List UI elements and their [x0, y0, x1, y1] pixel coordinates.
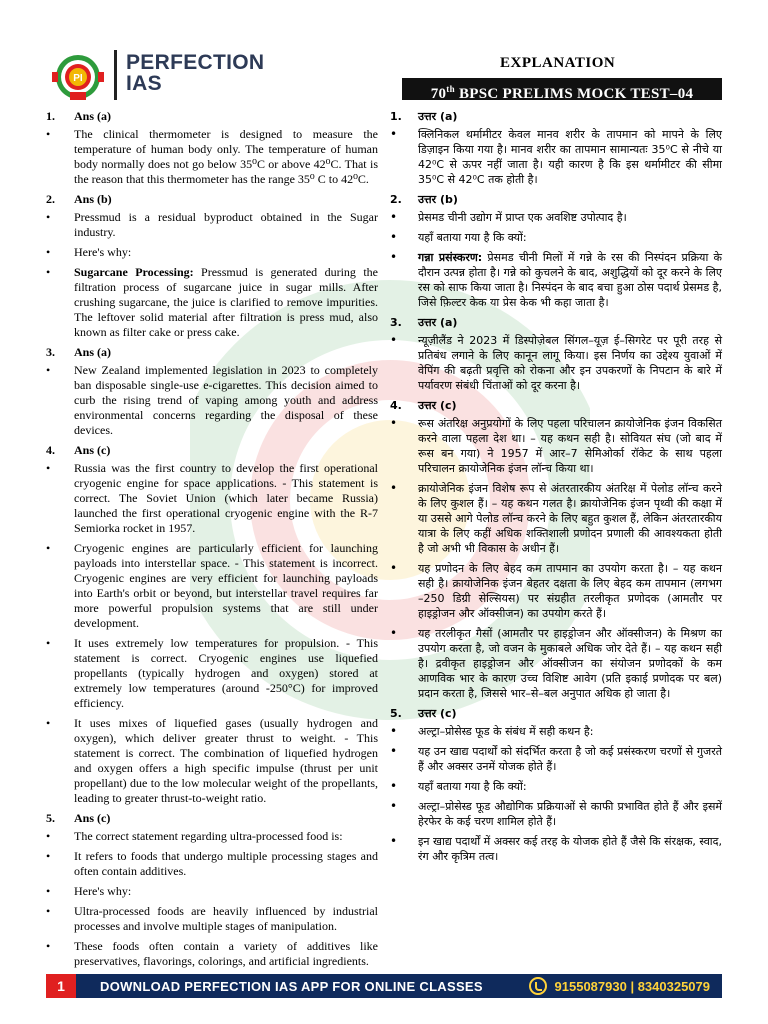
- term-description: Pressmud is generated during the filtration process of sugarcane juice in sugar mills. After crushing sugarcane, the juice is clarified to remove impurities. The leftover solid material after filtration is press mud, also known as filter cake or press cake.: [74, 265, 378, 339]
- list-item: [390, 333, 722, 393]
- contact-numbers[interactable]: 9155087930 | 8340325079: [554, 978, 710, 994]
- list-item: [390, 127, 722, 187]
- explanation-text: These foods often contain a variety of additives like preservatives, flavorings, colorings, and artificial ingredients.: [74, 939, 378, 968]
- explanation-text: यहाँ बताया गया है कि क्यों:: [418, 231, 527, 244]
- bullet-icon: •: [390, 799, 398, 813]
- answer-3-heading: [46, 345, 378, 360]
- list-item: [390, 744, 722, 774]
- list-item: [390, 481, 722, 556]
- list-item: [390, 799, 722, 829]
- list-item: [46, 461, 378, 536]
- explanation-text: Ultra-processed foods are heavily influenced by industrial processes and involve multiple stages of manipulation.: [74, 904, 378, 933]
- hindi-column: [390, 105, 722, 869]
- bullet-icon: •: [46, 849, 51, 863]
- english-column: [46, 105, 378, 974]
- list-item: [46, 904, 378, 934]
- answer-label: उत्तर (a): [418, 316, 458, 329]
- section-title: EXPLANATION: [500, 55, 616, 71]
- bullet-icon: •: [390, 416, 398, 430]
- list-item: [46, 829, 378, 844]
- list-item: [46, 127, 378, 187]
- answer-number: 4.: [390, 399, 402, 412]
- answer-number: 4.: [46, 443, 55, 457]
- answer-label: Ans (c): [74, 443, 111, 457]
- bullet-icon: •: [390, 834, 398, 848]
- explanation-text: यह उन खाद्य पदार्थों को संदर्भित करता है जो कई प्रसंस्करण चरणों से गुजरते हैं और अक्सर उनमें योजक होते हैं।: [418, 745, 722, 773]
- explanation-text: Pressmud is a residual byproduct obtained in the Sugar industry.: [74, 210, 378, 239]
- answer-1-heading: [390, 109, 722, 124]
- bullet-icon: •: [390, 724, 398, 738]
- explanation-text: Here's why:: [74, 884, 132, 898]
- answer-1-heading: [46, 109, 378, 124]
- answer-label: Ans (a): [74, 345, 112, 359]
- list-item: [390, 779, 722, 794]
- bullet-icon: •: [46, 245, 51, 259]
- bullet-icon: •: [46, 716, 51, 730]
- answer-4-heading: [46, 443, 378, 458]
- answer-number: 1.: [46, 109, 55, 123]
- bullet-icon: •: [46, 541, 51, 555]
- bullet-icon: •: [390, 779, 398, 793]
- explanation-text: The clinical thermometer is designed to measure the temperature of human body only. The temperature of human body normally does not go below 35⁰C or above 42⁰C. That is the reason that this thermometer has the range 35⁰ C to 42⁰C.: [74, 127, 378, 186]
- bullet-icon: •: [46, 904, 51, 918]
- bullet-icon: •: [46, 210, 51, 224]
- bullet-icon: •: [390, 561, 398, 575]
- list-item: [390, 724, 722, 739]
- explanation-text: यह प्रणोदन के लिए बेहद कम तापमान का उपयोग करता है। – यह कथन सही है। क्रायोजेनिक इंजन बेहतर दक्षता के लिए बेहद कम तापमान (लगभग –250 डिग्री सेल्सियस) पर संग्रहीत तरलीकृत प्रणोदक (आमतौर पर हाइड्रोजन और ऑक्सीजन) का उपयोग करते हैं।: [418, 562, 722, 620]
- term-description: प्रेसमड चीनी मिलों में गन्ने के रस की निस्पंदन प्रक्रिया के दौरान उत्पन्न होता है। गन्ने को कुचलने के बाद, अशुद्धियों को दूर करने के लिए रस को साफ किया जाता है। निस्पंदन के बाद बचा हुआ ठोस पदार्थ प्रेसमड है, जिसे फ़िल्टर केक या प्रेस केक भी कहा जाता है।: [418, 251, 722, 309]
- explanation-text: New Zealand implemented legislation in 2023 to completely ban disposable single-use e-cigarettes. This decision aimed to curb the rising trend of vaping among youth and address environmental concerns regarding the disposal of these devices.: [74, 363, 378, 437]
- bullet-icon: •: [390, 626, 398, 640]
- explanation-text: It refers to foods that undergo multiple processing stages and often contain additives.: [74, 849, 378, 878]
- answer-number: 3.: [46, 345, 55, 359]
- list-item: [46, 541, 378, 631]
- explanation-text: Russia was the first country to develop the first operational cryogenic engine for space applications. - This statement is correct. The Soviet Union (which later became Russia) launched the first operational cryogenic engine with the R-7 Semiorka rocket in 1957.: [74, 461, 378, 535]
- answer-5-heading: [390, 706, 722, 721]
- list-item: [46, 265, 378, 340]
- answer-number: 3.: [390, 316, 402, 329]
- answer-label: उत्तर (b): [418, 193, 458, 206]
- list-item: [46, 939, 378, 969]
- bullet-icon: •: [390, 744, 398, 758]
- explanation-text: It uses extremely low temperatures for propulsion. - This statement is correct. Cryogenic engines use liquefied propellants (typically hydrogen and oxygen) stored at extremely low temperatures (around -250°C) for improved efficiency.: [74, 636, 378, 710]
- explanation-text: प्रेसमड चीनी उद्योग में प्राप्त एक अवशिष्ट उपोत्पाद है।: [418, 211, 627, 224]
- explanation-text: Here's why:: [74, 245, 132, 259]
- list-item: [46, 884, 378, 899]
- brand-line-1: PERFECTION: [126, 51, 265, 74]
- list-item: [390, 250, 722, 310]
- mock-ordinal: th: [446, 84, 455, 94]
- bullet-icon: •: [46, 884, 51, 898]
- page-footer: [46, 974, 722, 998]
- list-item: [46, 716, 378, 806]
- bullet-icon: •: [390, 250, 398, 264]
- download-app-link[interactable]: DOWNLOAD PERFECTION IAS APP FOR ONLINE CLASSES: [100, 978, 483, 994]
- explanation-text: क्रायोजेनिक इंजन विशेष रूप से अंतरतारकीय अंतरिक्ष में पेलोड लॉन्च करने के लिए कुशल हैं। – यह कथन गलत है। क्रायोजेनिक इंजन पृथ्वी की कक्षा में या उससे आगे पेलोड लॉन्च करने के लिए बहुत कुशल हैं, लेकिन अंतरतारकीय यात्रा के लिए कहीं अधिक शक्तिशाली प्रणोदन प्रणाली की आवश्यकता होती है जो अभी भी विकास के अधीन हैं।: [418, 482, 722, 555]
- explanation-text: न्यूज़ीलैंड ने 2023 में डिस्पोज़ेबल सिंगल–यूज़ ई–सिगरेट पर पूरी तरह से प्रतिबंध लगाने के लिए कानून लागू किया। इस निर्णय का उद्देश्य युवाओं में वेपिंग की बढ़ती प्रवृत्ति को रोकना और इन उपकरणों के निपटान के बारे में पर्यावरण संबंधी चिंताओं को दूर करना है।: [418, 334, 722, 392]
- answer-label: Ans (c): [74, 811, 111, 825]
- list-item: [390, 210, 722, 225]
- answer-label: उत्तर (c): [418, 399, 457, 412]
- bullet-icon: •: [46, 636, 51, 650]
- explanation-text: The correct statement regarding ultra-processed food is:: [74, 829, 343, 843]
- answer-3-heading: [390, 315, 722, 330]
- term-heading: गन्ना प्रसंस्करण:: [418, 251, 483, 264]
- answer-label: Ans (a): [74, 109, 112, 123]
- brand-line-2: IAS: [126, 72, 162, 95]
- bullet-icon: •: [46, 265, 51, 279]
- brand-divider: [114, 50, 117, 100]
- list-item: [46, 245, 378, 260]
- explanation-text: It uses mixes of liquefied gases (usually hydrogen and oxygen), which deliver greater thrust to weight. - This statement is correct. The combination of liquefied hydrogen and oxygen offers a high specific impulse (thrust per unit propellant) due to the low molecular weight of the propellants, leading to greater thrust-to-weight ratio.: [74, 716, 378, 805]
- answer-number: 5.: [46, 811, 55, 825]
- answer-label: उत्तर (a): [418, 110, 458, 123]
- answer-number: 5.: [390, 707, 402, 720]
- page-number: 1: [46, 974, 76, 998]
- answer-number: 2.: [46, 192, 55, 206]
- phone-icon: [529, 977, 547, 995]
- explanation-text: अल्ट्रा–प्रोसेस्ड फूड के संबंध में सही कथन है:: [418, 725, 594, 738]
- perfection-ias-logo: [50, 52, 106, 102]
- answer-number: 2.: [390, 193, 402, 206]
- answer-2-heading: [390, 192, 722, 207]
- explanation-text: क्लिनिकल थर्मामीटर केवल मानव शरीर के तापमान को मापने के लिए डिज़ाइन किया गया है। मानव शरीर का तापमान सामान्यतः 35⁰C से नीचे या 42⁰C से ऊपर नहीं जाता है। यही कारण है कि इस थर्मामीटर की सीमा 35⁰C से 42⁰C तक होती है।: [418, 128, 722, 186]
- brand-name: [126, 52, 264, 94]
- list-item: [390, 230, 722, 245]
- bullet-icon: •: [390, 481, 398, 495]
- answer-2-heading: [46, 192, 378, 207]
- answer-5-heading: [46, 811, 378, 826]
- bullet-icon: •: [46, 461, 51, 475]
- bullet-icon: •: [390, 210, 398, 224]
- explanation-text: [74, 265, 378, 340]
- explanation-text: [418, 250, 722, 310]
- answer-number: 1.: [390, 110, 402, 123]
- list-item: [46, 636, 378, 711]
- bullet-icon: •: [390, 230, 398, 244]
- list-item: [46, 363, 378, 438]
- explanation-text: यह तरलीकृत गैसों (आमतौर पर हाइड्रोजन और ऑक्सीजन) के मिश्रण का उपयोग करता है, जो वजन के मुकाबले अधिक जोर देते हैं। – यह कथन सही है। द्रवीकृत हाइड्रोजन और ऑक्सीजन का संयोजन प्रणोदकों के कम आणविक भार के कारण उच्च विशिष्ट आवेग (प्रति इकाई प्रणोदक पर बल) प्रदान करता है, जिससे भार–से–बल अनुपात अधिक हो जाता है।: [418, 627, 722, 700]
- answer-4-heading: [390, 398, 722, 413]
- bullet-icon: •: [390, 333, 398, 347]
- mock-test-banner: [402, 78, 722, 100]
- list-item: [390, 561, 722, 621]
- list-item: [390, 834, 722, 864]
- term-heading: Sugarcane Processing:: [74, 265, 194, 279]
- bullet-icon: •: [46, 829, 51, 843]
- page-header: [0, 0, 768, 108]
- logo-initials: PI: [73, 73, 83, 84]
- mock-title: BPSC PRELIMS MOCK TEST–04: [454, 86, 694, 102]
- explanation-text: इन खाद्य पदार्थों में अक्सर कई तरह के योजक होते हैं जैसे कि संरक्षक, स्वाद, रंग और कृत्रिम तत्व।: [418, 835, 722, 863]
- bullet-icon: •: [46, 127, 51, 141]
- list-item: [46, 210, 378, 240]
- bullet-icon: •: [46, 363, 51, 377]
- explanation-text: यहाँ बताया गया है कि क्यों:: [418, 780, 527, 793]
- explanation-text: रूस अंतरिक्ष अनुप्रयोगों के लिए पहला परिचालन क्रायोजेनिक इंजन विकसित करने वाला पहला देश था। – यह कथन सही है। सोवियत संघ (जो बाद में रूस बन गया) ने 1957 में आर–7 सेमिओर्का रॉकेट के साथ पहला परिचालन क्रायोजेनिक इंजन लॉन्च किया था।: [418, 417, 722, 475]
- list-item: [390, 626, 722, 701]
- answer-label: Ans (b): [74, 192, 112, 206]
- mock-number: 70: [430, 86, 447, 102]
- list-item: [46, 849, 378, 879]
- list-item: [390, 416, 722, 476]
- answer-label: उत्तर (c): [418, 707, 457, 720]
- explanation-text: अल्ट्रा–प्रोसेस्ड फूड औद्योगिक प्रक्रियाओं से काफी प्रभावित होते हैं और इसमें हेरफेर के कई चरण शामिल होते हैं।: [418, 800, 722, 828]
- explanation-text: Cryogenic engines are particularly efficient for launching payloads into interstellar space. - This statement is incorrect. Cryogenic engines are very efficient for launching payloads into Earth's orbit or beyond, but interstellar travel requires far more powerful propulsion systems that are still under development.: [74, 541, 378, 630]
- bullet-icon: •: [390, 127, 398, 141]
- bullet-icon: •: [46, 939, 51, 953]
